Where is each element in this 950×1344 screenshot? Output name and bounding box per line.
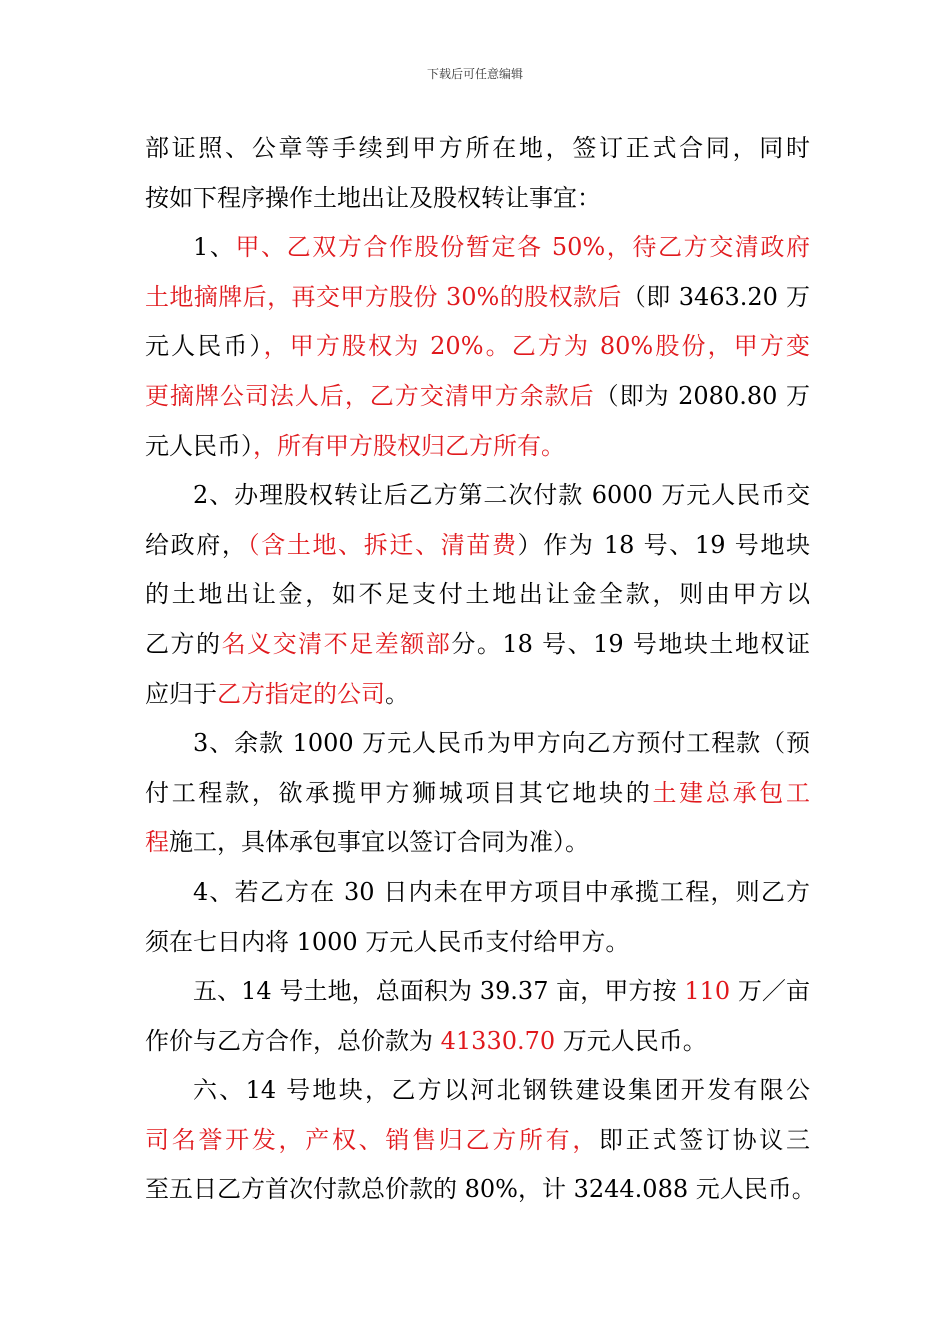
- body-text: 1、: [193, 233, 236, 262]
- text-line: [145, 1066, 810, 1116]
- body-text: 至五日乙方首次付款总价款的 80%，计 3244.088 元人民币。: [145, 1175, 816, 1204]
- text-line: [145, 223, 810, 273]
- text-line: [145, 1116, 810, 1166]
- document-body: [145, 124, 816, 1215]
- body-text: 应归于: [145, 679, 217, 708]
- text-line: [145, 918, 810, 968]
- body-text: 万元人民币。: [555, 1026, 707, 1055]
- body-text: 按如下程序操作土地出让及股权转让事宜：: [145, 183, 601, 212]
- body-text: 给政府，: [145, 530, 248, 559]
- body-text: 的土地出让金，如不足支付土地出让金全款，则由甲方以: [145, 580, 810, 609]
- text-line: [145, 372, 810, 422]
- body-text: 乙方的: [145, 629, 222, 658]
- body-text: 。: [385, 679, 409, 708]
- highlighted-text: 41330.70: [440, 1026, 556, 1055]
- text-line: [145, 174, 810, 224]
- text-line: [145, 818, 810, 868]
- body-text: 万／亩: [730, 977, 810, 1006]
- highlighted-text: ，甲方股权为 20%。乙方为 80%股份，甲方变: [263, 332, 810, 361]
- text-line: [145, 124, 810, 174]
- body-text: 施工，具体承包事宜以签订合同为准）。: [169, 828, 589, 857]
- body-text: （即 3463.20 万: [621, 282, 810, 311]
- text-line: [145, 422, 810, 472]
- text-line: [145, 471, 810, 521]
- highlighted-text: 土地摘牌后，再交甲方股份 30%的股权款后: [145, 282, 622, 311]
- body-text: （即为 2080.80 万: [594, 381, 811, 410]
- body-text: 元人民币）: [145, 332, 264, 361]
- body-text: 3、余款 1000 万元人民币为甲方向乙方预付工程款（预: [193, 729, 810, 758]
- highlighted-text: 土建总承包工: [652, 778, 811, 807]
- highlighted-text: ，所有甲方股权归乙方所有。: [253, 431, 565, 460]
- text-line: [145, 620, 810, 670]
- body-text: 作价与乙方合作，总价款为: [145, 1026, 441, 1055]
- text-line: [145, 521, 810, 571]
- body-text: 五、14 号土地，总面积为 39.37 亩，甲方按: [193, 977, 685, 1006]
- body-text: 2、办理股权转让后乙方第二次付款 6000 万元人民币交: [193, 481, 810, 510]
- text-line: [145, 1165, 816, 1215]
- text-line: [145, 868, 810, 918]
- highlighted-text: 甲、乙双方合作股份暂定各 50%，待乙方交清政府: [235, 233, 810, 262]
- body-text: ）作为 18 号、19 号地块: [517, 530, 811, 559]
- body-text: 部证照、公章等手续到甲方所在地，签订正式合同，同时: [145, 134, 810, 162]
- page-header: 下载后可任意编辑: [426, 67, 523, 81]
- text-line: [145, 769, 810, 819]
- body-text: 须在七日内将 1000 万元人民币支付给甲方。: [145, 927, 630, 956]
- text-line: [145, 1017, 810, 1067]
- body-text: 付工程款，欲承揽甲方狮城项目其它地块的: [145, 778, 653, 807]
- body-text: 六、14 号地块，乙方以河北钢铁建设集团开发有限公: [193, 1076, 810, 1105]
- highlighted-text: 程: [145, 828, 169, 857]
- body-text: 元人民币）: [145, 431, 253, 460]
- highlighted-text: （含土地、拆迁、清苗费: [247, 530, 518, 559]
- text-line: [145, 570, 810, 620]
- highlighted-text: 更摘牌公司法人后，乙方交清甲方余款后: [145, 381, 595, 410]
- body-text: 即正式签订协议三: [599, 1125, 811, 1154]
- highlighted-text: 乙方指定的公司: [217, 679, 385, 708]
- highlighted-text: 司名誉开发，产权、销售归乙方所有，: [145, 1125, 600, 1154]
- body-text: 4、若乙方在 30 日内未在甲方项目中承揽工程，则乙方: [193, 877, 810, 906]
- text-line: [145, 670, 810, 720]
- highlighted-text: 110: [684, 977, 731, 1006]
- highlighted-text: 名义交清不足差额部: [221, 629, 452, 658]
- text-line: [145, 719, 810, 769]
- body-text: 分。18 号、19 号地块土地权证: [451, 629, 811, 658]
- text-line: [145, 273, 810, 323]
- text-line: [145, 322, 810, 372]
- text-line: [145, 967, 810, 1017]
